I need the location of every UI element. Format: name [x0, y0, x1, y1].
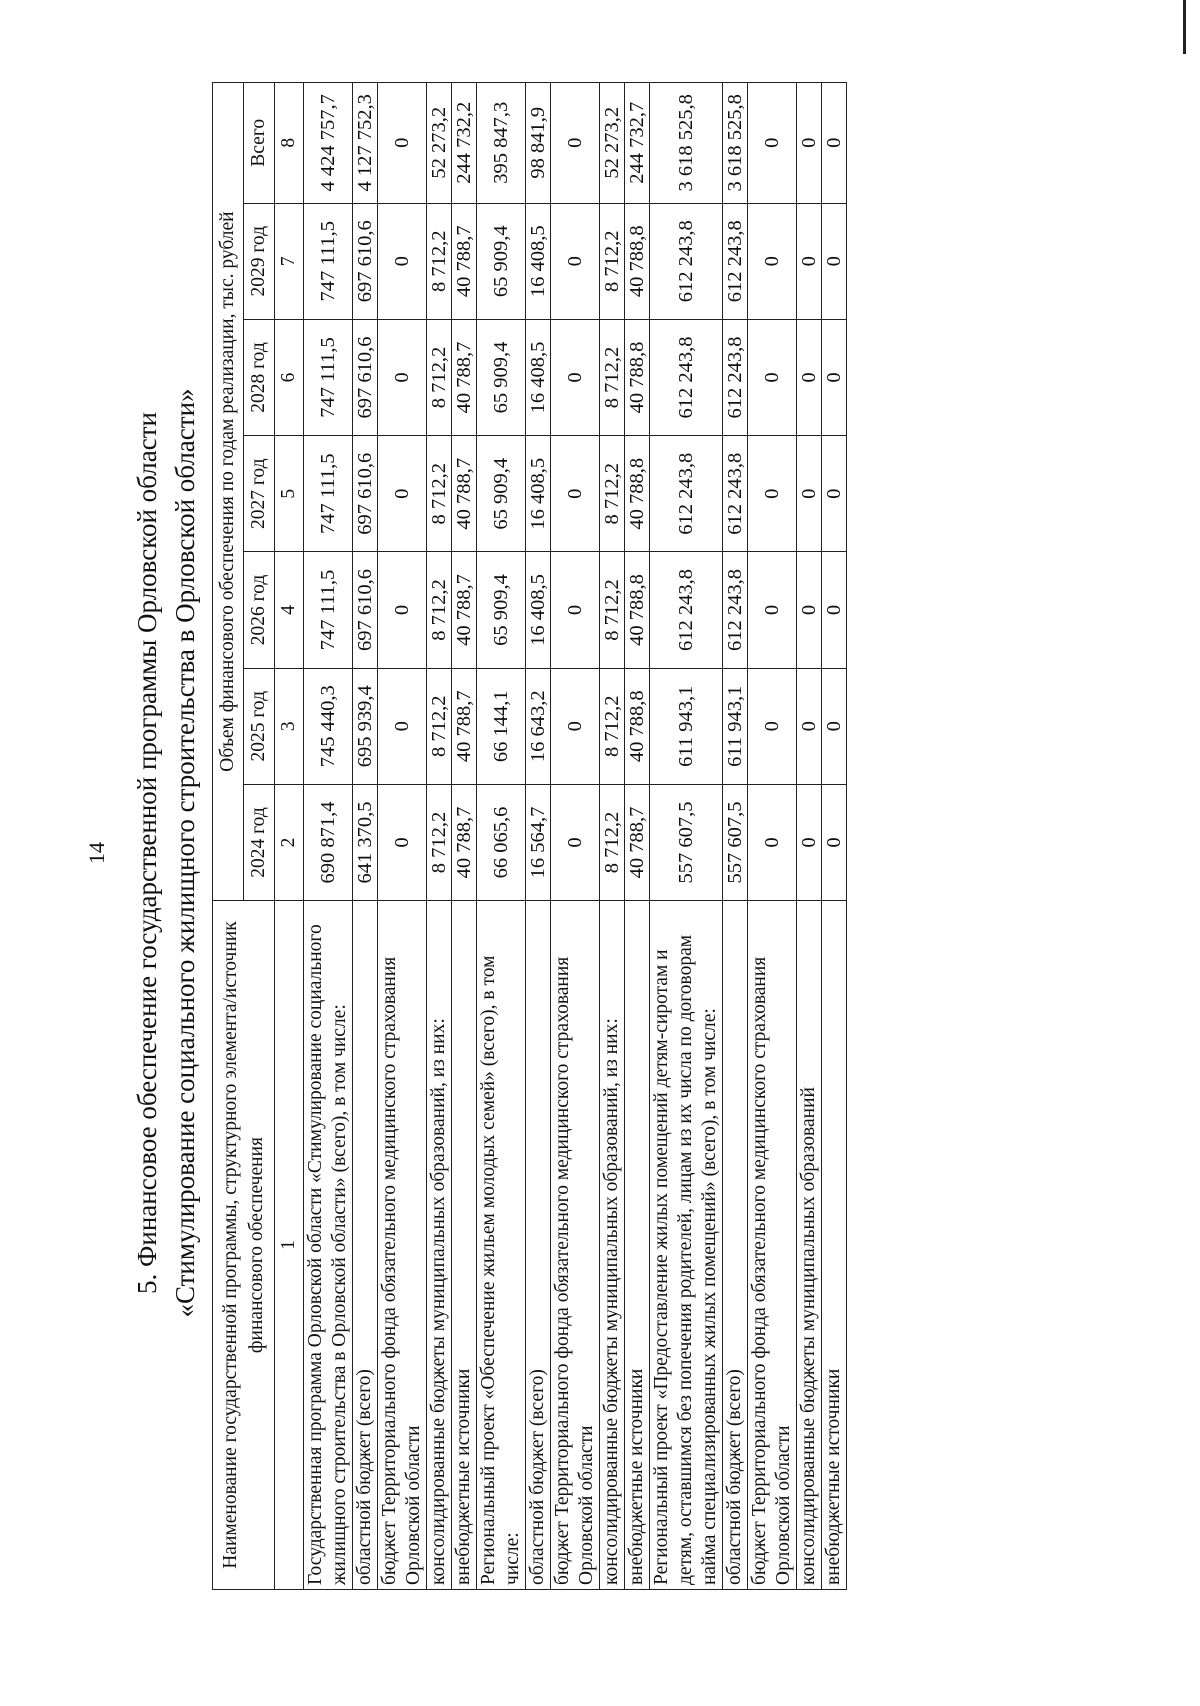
row-year-value: 745 440,3: [304, 668, 353, 784]
row-year-value: 0: [748, 668, 797, 784]
row-year-value: 612 243,8: [723, 203, 748, 319]
header-year: 2029 год: [244, 203, 275, 319]
row-total-value: 0: [797, 83, 822, 204]
row-year-value: 0: [551, 203, 600, 319]
header-year: 2024 год: [244, 784, 275, 900]
row-year-value: 40 788,8: [625, 203, 650, 319]
page-number: 14: [84, 842, 109, 864]
table-row: [650, 83, 723, 1590]
row-year-value: 612 243,8: [650, 319, 723, 435]
row-year-value: 8 712,2: [600, 203, 625, 319]
row-name: Региональный проект «Предоставление жилых помещений детям-сиротам и детям, оставшимся без попечения родителей, лицам из их числа по договорам найма специализированных жилых помещений» (всего), в том числе:: [650, 901, 723, 1590]
row-name: внебюджетные источники: [625, 901, 650, 1590]
column-number: 5: [275, 436, 304, 552]
table-row: [748, 83, 797, 1590]
row-total-value: 3 618 525,8: [650, 83, 723, 204]
row-total-value: 3 618 525,8: [723, 83, 748, 204]
table-row: [822, 83, 847, 1590]
row-year-value: 0: [551, 552, 600, 668]
table-row: [427, 83, 452, 1590]
table-row: [452, 83, 477, 1590]
row-year-value: 0: [822, 552, 847, 668]
row-year-value: 612 243,8: [723, 436, 748, 552]
header-name-column: Наименование государственной программы, структурного элемента/источник финансового обеспечения: [213, 901, 275, 1590]
row-year-value: 612 243,8: [650, 436, 723, 552]
row-year-value: 8 712,2: [427, 784, 452, 900]
row-year-value: 8 712,2: [600, 784, 625, 900]
row-year-value: 65 909,4: [477, 319, 526, 435]
header-year: 2025 год: [244, 668, 275, 784]
row-year-value: 8 712,2: [600, 319, 625, 435]
row-name: консолидированные бюджеты муниципальных образований, из них:: [600, 901, 625, 1590]
row-year-value: 0: [748, 552, 797, 668]
row-year-value: 0: [748, 203, 797, 319]
header-year: 2026 год: [244, 552, 275, 668]
row-year-value: 40 788,7: [452, 784, 477, 900]
row-year-value: 0: [551, 436, 600, 552]
row-year-value: 557 607,5: [650, 784, 723, 900]
row-name: бюджет Территориального фонда обязательного медицинского страхования Орловской области: [748, 901, 797, 1590]
row-year-value: 747 111,5: [304, 552, 353, 668]
column-number: 2: [275, 784, 304, 900]
row-year-value: 0: [551, 319, 600, 435]
table-row: [625, 83, 650, 1590]
row-year-value: 0: [748, 436, 797, 552]
row-year-value: 16 643,2: [526, 668, 551, 784]
table-row: [797, 83, 822, 1590]
row-year-value: 8 712,2: [600, 668, 625, 784]
row-year-value: 40 788,8: [625, 436, 650, 552]
row-total-value: 0: [748, 83, 797, 204]
row-year-value: 557 607,5: [723, 784, 748, 900]
row-year-value: 8 712,2: [427, 552, 452, 668]
row-year-value: 40 788,7: [452, 319, 477, 435]
column-number: 8: [275, 83, 304, 204]
header-volume-group: Объем финансового обеспечения по годам реализации, тыс. рублей: [213, 83, 244, 901]
column-number: 1: [275, 901, 304, 1590]
row-year-value: 611 943,1: [650, 668, 723, 784]
row-year-value: 747 111,5: [304, 203, 353, 319]
row-year-value: 747 111,5: [304, 436, 353, 552]
row-year-value: 0: [822, 436, 847, 552]
row-year-value: 0: [797, 436, 822, 552]
row-name: областной бюджет (всего): [526, 901, 551, 1590]
row-name: областной бюджет (всего): [353, 901, 378, 1590]
row-year-value: 0: [378, 319, 427, 435]
title-line-2: «Стимулирование социального жилищного строительства в Орловской области»: [170, 388, 200, 1318]
table-row: [477, 83, 526, 1590]
row-year-value: 16 408,5: [526, 552, 551, 668]
row-year-value: 40 788,7: [452, 552, 477, 668]
row-year-value: 697 610,6: [353, 436, 378, 552]
header-row-group: [213, 83, 244, 1590]
table-row: [353, 83, 378, 1590]
row-year-value: 747 111,5: [304, 319, 353, 435]
table-body: [304, 83, 847, 1590]
row-year-value: 697 610,6: [353, 203, 378, 319]
row-name: внебюджетные источники: [452, 901, 477, 1590]
row-year-value: 612 243,8: [650, 203, 723, 319]
row-year-value: 40 788,7: [452, 436, 477, 552]
row-year-value: 611 943,1: [723, 668, 748, 784]
row-year-value: 0: [822, 784, 847, 900]
row-year-value: 0: [748, 319, 797, 435]
row-name: консолидированные бюджеты муниципальных образований: [797, 901, 822, 1590]
header-row-numbers: [275, 83, 304, 1590]
row-name: областной бюджет (всего): [723, 901, 748, 1590]
row-total-value: 52 273,2: [600, 83, 625, 204]
row-year-value: 690 871,4: [304, 784, 353, 900]
column-number: 4: [275, 552, 304, 668]
row-year-value: 641 370,5: [353, 784, 378, 900]
row-total-value: 98 841,9: [526, 83, 551, 204]
row-total-value: 0: [378, 83, 427, 204]
table-row: [304, 83, 353, 1590]
row-total-value: 395 847,3: [477, 83, 526, 204]
table-row: [378, 83, 427, 1590]
row-year-value: 8 712,2: [427, 668, 452, 784]
row-total-value: 244 732,2: [452, 83, 477, 204]
financing-table: [212, 82, 847, 1590]
row-total-value: 0: [551, 83, 600, 204]
row-year-value: 16 408,5: [526, 203, 551, 319]
row-year-value: 0: [378, 436, 427, 552]
title-line-1: 5. Финансовое обеспечение государственной программы Орловской области: [132, 412, 162, 1294]
page-title: [128, 0, 204, 1706]
row-total-value: 52 273,2: [427, 83, 452, 204]
row-year-value: 8 712,2: [427, 436, 452, 552]
row-year-value: 0: [378, 552, 427, 668]
row-total-value: 244 732,7: [625, 83, 650, 204]
row-year-value: 8 712,2: [427, 203, 452, 319]
row-total-value: 4 127 752,3: [353, 83, 378, 204]
row-name: бюджет Территориального фонда обязательного медицинского страхования Орловской области: [551, 901, 600, 1590]
row-year-value: 40 788,8: [625, 319, 650, 435]
row-year-value: 0: [797, 319, 822, 435]
row-year-value: 0: [748, 784, 797, 900]
row-name: Региональный проект «Обеспечение жильем молодых семей» (всего), в том числе:: [477, 901, 526, 1590]
row-total-value: 0: [822, 83, 847, 204]
row-year-value: 40 788,7: [452, 203, 477, 319]
row-year-value: 0: [797, 203, 822, 319]
row-year-value: 612 243,8: [723, 319, 748, 435]
header-year: 2027 год: [244, 436, 275, 552]
table-row: [600, 83, 625, 1590]
row-year-value: 695 939,4: [353, 668, 378, 784]
row-year-value: 0: [551, 668, 600, 784]
row-year-value: 8 712,2: [600, 552, 625, 668]
row-year-value: 0: [797, 668, 822, 784]
column-number: 3: [275, 668, 304, 784]
row-name: внебюджетные источники: [822, 901, 847, 1590]
row-year-value: 0: [822, 668, 847, 784]
table-row: [551, 83, 600, 1590]
row-year-value: 0: [822, 319, 847, 435]
row-year-value: 40 788,8: [625, 552, 650, 668]
column-number: 6: [275, 319, 304, 435]
row-year-value: 8 712,2: [427, 319, 452, 435]
row-year-value: 612 243,8: [650, 552, 723, 668]
row-year-value: 66 065,6: [477, 784, 526, 900]
row-year-value: 40 788,7: [452, 668, 477, 784]
row-year-value: 16 408,5: [526, 436, 551, 552]
row-total-value: 4 424 757,7: [304, 83, 353, 204]
row-year-value: 0: [822, 203, 847, 319]
row-year-value: 16 564,7: [526, 784, 551, 900]
column-number: 7: [275, 203, 304, 319]
row-year-value: 0: [378, 203, 427, 319]
row-name: бюджет Территориального фонда обязательного медицинского страхования Орловской области: [378, 901, 427, 1590]
row-year-value: 697 610,6: [353, 319, 378, 435]
row-year-value: 0: [378, 784, 427, 900]
row-year-value: 40 788,7: [625, 784, 650, 900]
row-year-value: 612 243,8: [723, 552, 748, 668]
row-name: Государственная программа Орловской области «Стимулирование социального жилищного строительства в Орловской области» (всего), в том числе:: [304, 901, 353, 1590]
header-year: 2028 год: [244, 319, 275, 435]
row-year-value: 0: [797, 784, 822, 900]
row-year-value: 65 909,4: [477, 436, 526, 552]
row-year-value: 0: [551, 784, 600, 900]
row-year-value: 65 909,4: [477, 203, 526, 319]
header-total: Всего: [244, 83, 275, 204]
table-row: [723, 83, 748, 1590]
row-year-value: 0: [797, 552, 822, 668]
row-year-value: 8 712,2: [600, 436, 625, 552]
row-name: консолидированные бюджеты муниципальных образований, из них:: [427, 901, 452, 1590]
row-year-value: 0: [378, 668, 427, 784]
table-row: [526, 83, 551, 1590]
row-year-value: 697 610,6: [353, 552, 378, 668]
row-year-value: 40 788,8: [625, 668, 650, 784]
row-year-value: 16 408,5: [526, 319, 551, 435]
row-year-value: 65 909,4: [477, 552, 526, 668]
row-year-value: 66 144,1: [477, 668, 526, 784]
